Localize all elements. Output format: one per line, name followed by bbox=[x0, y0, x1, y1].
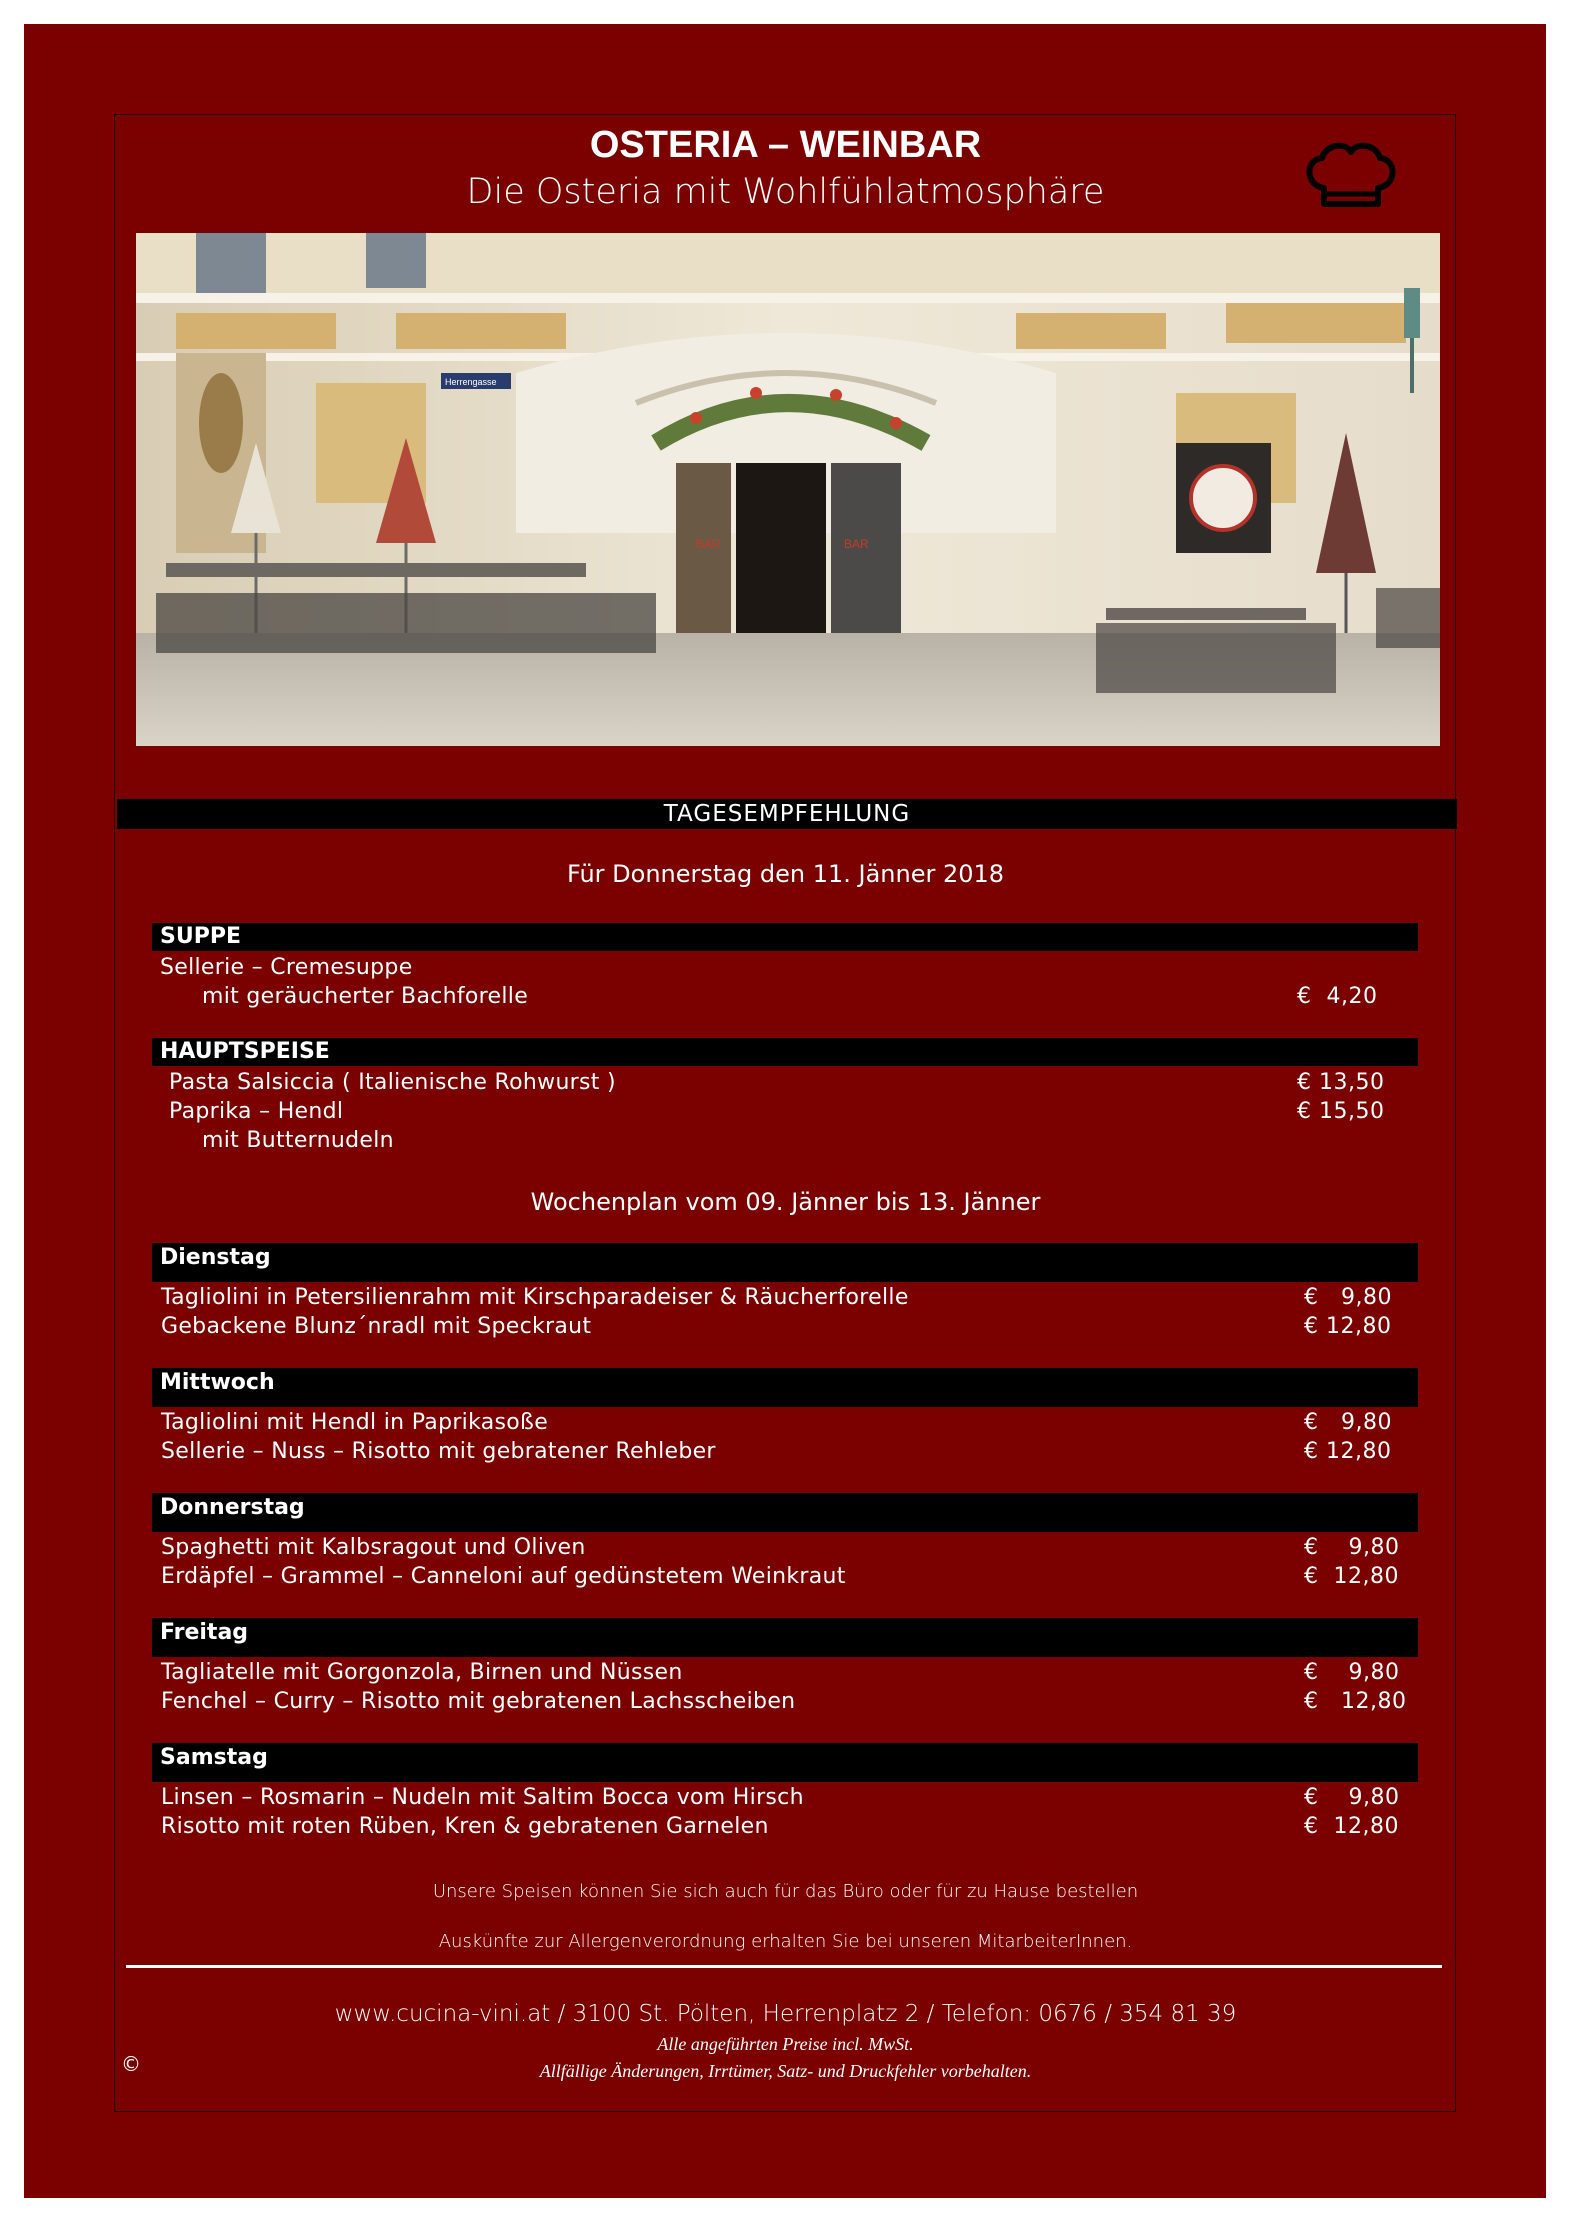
daily-special-banner: TAGESEMPFEHLUNG bbox=[117, 799, 1457, 829]
page-subtitle: Die Osteria mit Wohlfühlatmosphäre bbox=[466, 172, 1105, 212]
section-heading-hauptspeise: HAUPTSPEISE bbox=[152, 1038, 1418, 1066]
mittwoch-item-2: Sellerie – Nuss – Risotto mit gebratener Rehleber bbox=[161, 1439, 716, 1464]
hauptspeise-price-1: € 13,50 bbox=[1297, 1070, 1385, 1095]
copyright-symbol: © bbox=[121, 2052, 141, 2076]
samstag-item-1: Linsen – Rosmarin – Nudeln mit Saltim Bocca vom Hirsch bbox=[161, 1785, 804, 1810]
storefront-photo bbox=[136, 233, 1440, 746]
day-heading-donnerstag: Donnerstag bbox=[152, 1493, 1418, 1532]
mittwoch-item-1: Tagliolini mit Hendl in Paprikasoße bbox=[161, 1410, 549, 1435]
footer-divider bbox=[126, 1965, 1442, 1968]
day-heading-freitag: Freitag bbox=[152, 1618, 1418, 1657]
section-heading-suppe: SUPPE bbox=[152, 923, 1418, 951]
freitag-item-2: Fenchel – Curry – Risotto mit gebratenen Lachsscheiben bbox=[161, 1689, 796, 1714]
suppe-item: Sellerie – Cremesuppe bbox=[160, 955, 413, 980]
hauptspeise-item-1: Pasta Salsiccia ( Italienische Rohwurst ) bbox=[169, 1070, 616, 1095]
dienstag-item-2: Gebackene Blunz´nradl mit Speckraut bbox=[161, 1314, 592, 1339]
freitag-price-2: € 12,80 bbox=[1304, 1689, 1407, 1714]
samstag-price-1: € 9,80 bbox=[1304, 1785, 1400, 1810]
day-heading-samstag: Samstag bbox=[152, 1743, 1418, 1782]
allergen-note: Auskünfte zur Allergenverordnung erhalten Sie bei unseren MitarbeiterInnen. bbox=[438, 1931, 1133, 1952]
chef-hat-icon bbox=[1300, 138, 1402, 210]
suppe-item-detail: mit geräucherter Bachforelle bbox=[202, 984, 529, 1009]
suppe-price: € 4,20 bbox=[1297, 984, 1378, 1009]
samstag-price-2: € 12,80 bbox=[1304, 1814, 1399, 1839]
dienstag-item-1: Tagliolini in Petersilienrahm mit Kirschparadeiser & Räucherforelle bbox=[161, 1285, 909, 1310]
freitag-item-1: Tagliatelle mit Gorgonzola, Birnen und Nüssen bbox=[161, 1660, 683, 1685]
donnerstag-price-2: € 12,80 bbox=[1304, 1564, 1399, 1589]
street-sign: Herrengasse bbox=[445, 377, 497, 387]
storefront-illustration bbox=[136, 233, 1440, 746]
dienstag-price-1: € 9,80 bbox=[1304, 1285, 1392, 1310]
day-heading-dienstag: Dienstag bbox=[152, 1243, 1418, 1282]
window-sign-right: BAR bbox=[844, 537, 869, 551]
mittwoch-price-1: € 9,80 bbox=[1304, 1410, 1392, 1435]
donnerstag-item-2: Erdäpfel – Grammel – Canneloni auf gedünstetem Weinkraut bbox=[161, 1564, 846, 1589]
freitag-price-1: € 9,80 bbox=[1304, 1660, 1400, 1685]
order-note: Unsere Speisen können Sie sich auch für das Büro oder für zu Hause bestellen bbox=[432, 1881, 1139, 1902]
donnerstag-price-1: € 9,80 bbox=[1304, 1535, 1400, 1560]
hauptspeise-price-2: € 15,50 bbox=[1297, 1099, 1385, 1124]
day-heading-mittwoch: Mittwoch bbox=[152, 1368, 1418, 1407]
page-title: OSTERIA – WEINBAR bbox=[589, 124, 982, 166]
daily-date: Für Donnerstag den 11. Jänner 2018 bbox=[566, 860, 1005, 888]
window-sign: BAR bbox=[696, 537, 721, 551]
contact-line: www.cucina-vini.at / 3100 St. Pölten, Herrenplatz 2 / Telefon: 0676 / 354 81 39 bbox=[334, 2001, 1237, 2027]
hauptspeise-item-2-detail: mit Butternudeln bbox=[202, 1128, 394, 1153]
disclaimer: Allfällige Änderungen, Irrtümer, Satz- und Druckfehler vorbehalten. bbox=[539, 2061, 1032, 2081]
vat-note: Alle angeführten Preise incl. MwSt. bbox=[657, 2034, 914, 2054]
dienstag-price-2: € 12,80 bbox=[1304, 1314, 1392, 1339]
samstag-item-2: Risotto mit roten Rüben, Kren & gebratenen Garnelen bbox=[161, 1814, 769, 1839]
mittwoch-price-2: € 12,80 bbox=[1304, 1439, 1392, 1464]
hauptspeise-item-2: Paprika – Hendl bbox=[169, 1099, 344, 1124]
week-plan-title: Wochenplan vom 09. Jänner bis 13. Jänner bbox=[530, 1188, 1041, 1216]
donnerstag-item-1: Spaghetti mit Kalbsragout und Oliven bbox=[161, 1535, 586, 1560]
